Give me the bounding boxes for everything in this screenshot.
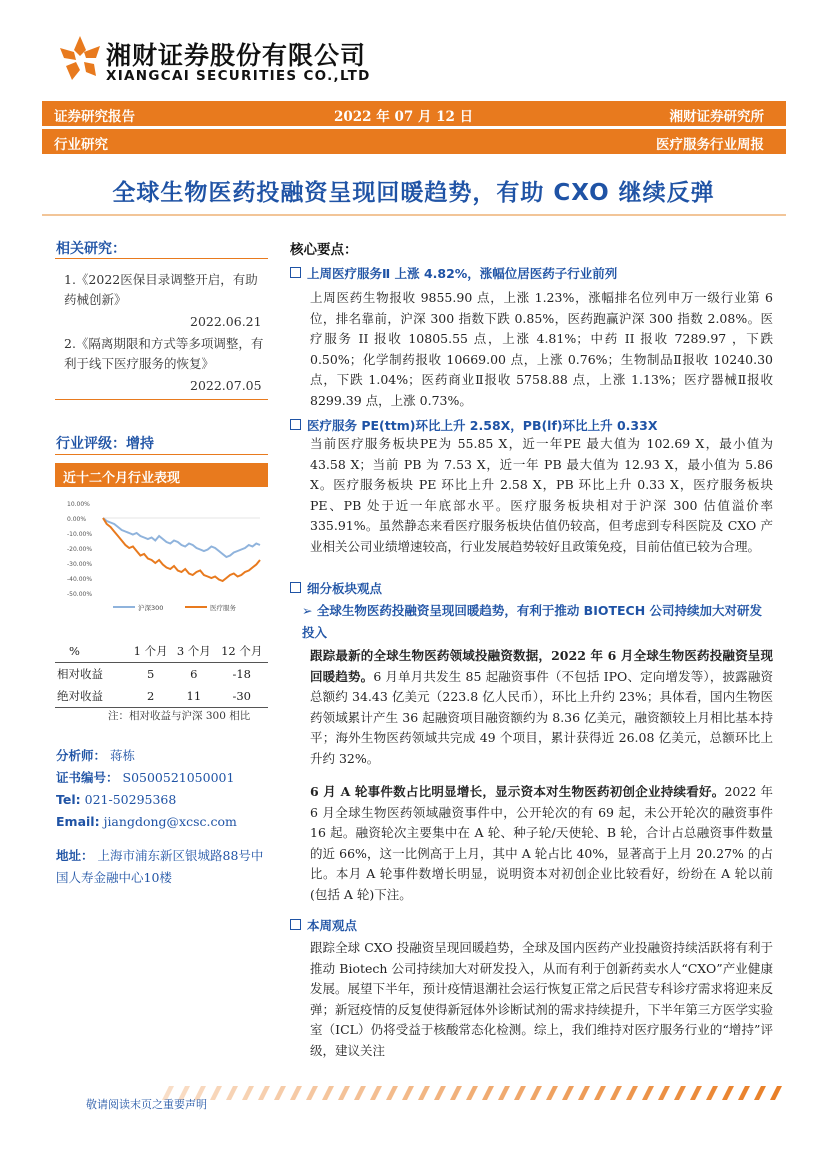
institute-name: 湘财证券研究所 <box>669 109 764 125</box>
legend-label: 沪深300 <box>138 604 164 612</box>
table-note: 注：相对收益与沪深 300 相比 <box>108 710 251 722</box>
table-header: 1 个月 <box>133 644 168 658</box>
report-type: 证券研究报告 <box>54 109 135 125</box>
rating-value: 增持 <box>126 436 154 452</box>
legend-label: 医疗服务 <box>210 604 236 612</box>
y-tick-label: -20.00% <box>67 546 93 553</box>
title-divider <box>42 214 786 216</box>
company-name-cn: 湘财证券股份有限公司 <box>106 41 367 70</box>
section-1-heading: 上周医疗服务Ⅱ 上涨 4.82%，涨幅位居医药子行业前列 <box>290 264 617 282</box>
checkbox-bullet-icon <box>290 267 301 278</box>
y-tick-label: -30.00% <box>67 561 93 568</box>
table-header: 3 个月 <box>176 644 211 658</box>
related-item-2[interactable]: 2.《隔离期限和方式等多项调整，有利于线下医疗服务的恢复》 <box>64 336 264 371</box>
checkbox-bullet-icon <box>290 582 301 593</box>
performance-table <box>55 640 268 708</box>
report-series: 医疗服务行业周报 <box>656 137 764 153</box>
section-3-subheading: ➢ 全球生物医药投融资呈现回暖趋势，有利于推动 BIOTECH 公司持续加大对研发投入 <box>302 603 763 640</box>
y-tick-label: -40.00% <box>67 576 93 583</box>
table-row: 相对收益 5 6 -18 <box>57 667 251 681</box>
page-title: 全球生物医药投融资呈现回暖趋势，有助 CXO 继续反弹 <box>112 180 715 206</box>
divider <box>55 258 268 259</box>
analyst-info: 分析师： 蒋栋 证书编号： S0500521050001 Tel: 021-50295368 Email: jiangdong@xcsc.com 地址： 上海市浦东新区银城路88号中国人寿金融中心10楼 <box>56 748 264 885</box>
analyst-tel: 021-50295368 <box>84 792 177 807</box>
header-bar-top <box>42 101 786 126</box>
company-name-en: XIANGCAI SECURITIES CO.,LTD <box>106 68 371 84</box>
related-item-1-date: 2022.06.21 <box>190 314 262 329</box>
section-4-heading: 本周观点 <box>290 916 357 934</box>
table-header: 12 个月 <box>221 644 263 658</box>
company-logo-icon <box>60 36 100 82</box>
footer-disclaimer: 敬请阅读末页之重要声明 <box>86 1098 207 1111</box>
section-2-heading: 医疗服务 PE(ttm)环比上升 2.58X，PB(lf)环比上升 0.33X <box>290 416 657 434</box>
analyst-email[interactable]: jiangdong@xcsc.com <box>103 814 237 829</box>
table-row: 绝对收益 2 11 -30 <box>55 685 268 708</box>
y-tick-label: -50.00% <box>67 591 93 598</box>
chart-background <box>55 495 268 620</box>
rating <box>56 433 154 453</box>
rating-label: 行业评级： <box>56 436 126 452</box>
header-bar-bottom <box>42 129 786 154</box>
related-item-1[interactable]: 1.《2022医保目录调整开启，有助药械创新》 <box>64 272 258 307</box>
divider <box>55 399 268 400</box>
checkbox-bullet-icon <box>290 419 301 430</box>
analyst-name: 蒋栋 <box>110 748 136 763</box>
report-date: 2022 年 07 月 12 日 <box>334 109 474 125</box>
checkbox-bullet-icon <box>290 919 301 930</box>
performance-chart <box>55 495 268 620</box>
analyst-address: 上海市浦东新区银城路88号中国人寿金融中心10楼 <box>56 848 264 885</box>
table-header: % <box>69 644 80 658</box>
y-tick-label: 10.00% <box>67 501 90 508</box>
y-tick-label: 0.00% <box>67 516 87 523</box>
section-3-heading: 细分板块观点 <box>290 579 382 597</box>
analyst-cert: S0500521050001 <box>122 770 235 785</box>
related-heading: 相关研究： <box>56 241 126 257</box>
section-3-para-2: 6 月 A 轮事件数占比明显增长，显示资本对生物医药初创企业持续看好。2022 年 6 月全球生物医药领域融资事件中，公开轮次的有 69 起，未公开轮次的融资事件 16 起。融资轮次主要集中在 A 轮、种子轮/天使轮、B 轮，合计占总融资事件数量的近 66%，这一比例高于上月，其中 A 轮占比 40%，显著高于上月 20.27% 的占比。本月 A 轮事件数增长明显，说明资本对初创企业比较看好，纷纷在 A 轮以前(包括 A 轮)下注。 <box>310 784 773 902</box>
section-3-para-1: 跟踪最新的全球生物医药领域投融资数据，2022 年 6 月全球生物医药投融资呈现回暖趋势。6 月单月共发生 85 起融资事件（不包括 IPO、定向增发等），披露融资总额约 34.43 亿美元（223.8 亿人民币），环比上升约 23%；具体看，国内生物医药领域累计产生 36 起融资项目融资额约为 8.36 亿美元，融资额较上月相比基本持平；海外生物医药领域共完成 49 个项目，累计获得近 26.08 亿美元，总额环比上升约 32%。 <box>310 648 773 766</box>
arrow-bullet-icon: ➢ <box>302 603 317 618</box>
performance-heading: 近十二个月行业表现 <box>55 463 268 487</box>
section-1-body: 上周医药生物报收 9855.90 点，上涨 1.23%，涨幅排名位列申万一级行业第 6 位，排名靠前，沪深 300 指数下跌 0.85%，医药跑赢沪深 300 指数 2.08%。医疗服务 II 报收 10805.55 点，上涨 4.81%；中药 II 报收 7289.97 ，下跌 0.50%；化学制药报收 10669.00 点，上涨 0.76%；生物制品Ⅱ报收 10240.30 点，下跌 1.04%；医药商业Ⅱ报收 5758.88 点，上涨 1.13%；医疗器械Ⅱ报收 8299.39 点，上涨 0.73%。 <box>310 290 773 408</box>
section-4-body: 跟踪全球 CXO 投融资呈现回暖趋势，全球及国内医药产业投融资持续活跃将有利于推动 Biotech 公司持续加大对研发投入，从而有利于创新药卖水人“CXO”产业健康发展。展望下半年，预计疫情退潮社会运行恢复正常之后民营专科诊疗需求将迎来反弹；新冠疫情的反复使得新冠体外诊断试剂的需求持续提升，下半年第三方医学实验室（ICL）仍将受益于核酸常态化检测。综上，我们维持对医疗服务行业的“增持”评级，建议关注 <box>310 940 773 1058</box>
core-heading: 核心要点： <box>290 242 358 258</box>
divider <box>55 454 268 455</box>
report-category: 行业研究 <box>54 137 108 153</box>
y-tick-label: -10.00% <box>67 531 93 538</box>
section-2-body: 当前医疗服务板块PE为 55.85 X，近一年PE 最大值为 102.69 X，最小值为 43.58 X；当前 PB 为 7.53 X，近一年 PB 最大值为 12.93 X，最小值为 5.86 X。医疗服务板块 PE 环比上升 2.58 X，PB 环比上升 0.33 X，医疗服务板块 PE、PB 处于近一年底部水平。医疗服务板块相对于沪深 300 估值溢价率 335.91%。虽然静态来看医疗服务板块估值仍较高，但考虑到专科医院及 CXO 产业相关公司业绩增速较高，行业发展趋势较好且政策免疫，目前估值已较为合理。 <box>310 436 773 554</box>
related-item-2-date: 2022.07.05 <box>190 378 262 393</box>
